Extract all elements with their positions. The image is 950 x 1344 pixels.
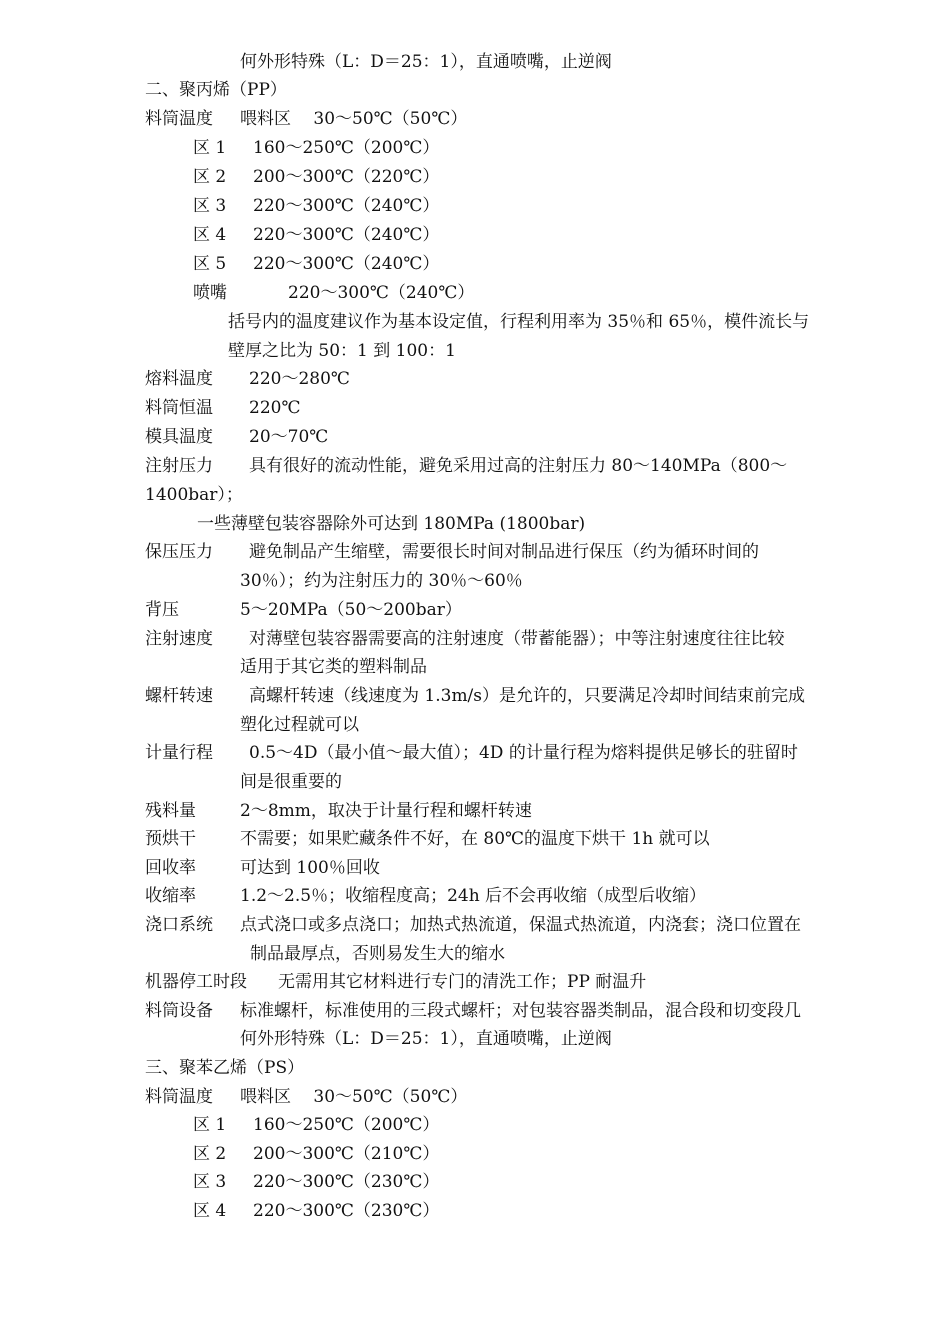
zone-label: 区 5 (193, 254, 227, 274)
zone-label: 区 2 (193, 167, 227, 187)
param-label: 注射速度 (145, 629, 213, 649)
text-line: 括号内的温度建议作为基本设定值，行程利用率为 35％和 65％，模件流长与 (228, 312, 810, 332)
param-value: 喂料区 30～50℃（50℃） (240, 109, 468, 129)
param-label: 料筒设备 (145, 1001, 213, 1021)
param-label: 背压 (145, 600, 179, 620)
param-value: 20～70℃ (249, 427, 329, 447)
section-heading: 三、聚苯乙烯（PS） (145, 1058, 305, 1078)
zone-value: 220～300℃（240℃） (253, 225, 440, 245)
param-value: 无需用其它材料进行专门的清洗工作；PP 耐温升 (278, 972, 647, 992)
param-value: 0.5～4D（最小值～最大值）；4D 的计量行程为熔料提供足够长的驻留时 (249, 743, 798, 763)
param-label: 保压压力 (145, 542, 213, 562)
zone-value: 160～250℃（200℃） (253, 138, 440, 158)
param-label: 收缩率 (145, 886, 196, 906)
text-line: 何外形特殊（L：D＝25：1），直通喷嘴，止逆阀 (240, 1029, 612, 1049)
zone-value: 220～300℃（240℃） (253, 254, 440, 274)
zone-label: 区 3 (193, 196, 227, 216)
zone-label: 区 1 (193, 138, 227, 158)
param-label: 残料量 (145, 801, 196, 821)
text-line: 30％）；约为注射压力的 30％～60％ (240, 571, 523, 591)
param-label: 螺杆转速 (145, 686, 213, 706)
param-value: 高螺杆转速（线速度为 1.3m/s）是允许的，只要满足冷却时间结束前完成 (249, 686, 806, 706)
text-line: 塑化过程就可以 (240, 715, 359, 735)
param-label: 机器停工时段 (145, 972, 247, 992)
param-label: 熔料温度 (145, 369, 213, 389)
param-value: 避免制品产生缩壁，需要很长时间对制品进行保压（约为循环时间的 (249, 542, 759, 562)
text-line: 制品最厚点，否则易发生大的缩水 (250, 944, 505, 964)
text-line: 1400bar）； (145, 485, 243, 505)
zone-value: 220～300℃（230℃） (253, 1172, 440, 1192)
text-line: 适用于其它类的塑料制品 (240, 657, 427, 677)
param-value: 对薄壁包装容器需要高的注射速度（带蓄能器）；中等注射速度往往比较 (249, 629, 785, 649)
param-label: 浇口系统 (145, 915, 213, 935)
param-label: 预烘干 (145, 829, 196, 849)
param-value: 喂料区 30～50℃（50℃） (240, 1087, 468, 1107)
param-label: 回收率 (145, 858, 196, 878)
zone-label: 区 2 (193, 1144, 227, 1164)
param-label: 模具温度 (145, 427, 213, 447)
zone-label: 区 4 (193, 1201, 227, 1221)
param-value: 1.2～2.5％；收缩程度高；24h 后不会再收缩（成型后收缩） (240, 886, 707, 906)
param-value: 2～8mm，取决于计量行程和螺杆转速 (240, 801, 532, 821)
text-line: 壁厚之比为 50：1 到 100：1 (228, 341, 456, 361)
param-label: 注射压力 (145, 456, 213, 476)
zone-value: 220～300℃（230℃） (253, 1201, 440, 1221)
param-value: 点式浇口或多点浇口；加热式热流道，保温式热流道，内浇套；浇口位置在 (240, 915, 801, 935)
section-heading: 二、聚丙烯（PP） (145, 80, 287, 100)
zone-label: 区 1 (193, 1115, 227, 1135)
param-value: 不需要；如果贮藏条件不好，在 80℃的温度下烘干 1h 就可以 (240, 829, 710, 849)
param-label: 料筒温度 (145, 1087, 213, 1107)
param-value: 220℃ (249, 398, 301, 418)
zone-value: 200～300℃（220℃） (253, 167, 440, 187)
text-line: 何外形特殊（L：D＝25：1），直通喷嘴，止逆阀 (240, 52, 612, 72)
zone-value: 220～300℃（240℃） (288, 283, 475, 303)
zone-value: 160～250℃（200℃） (253, 1115, 440, 1135)
param-value: 5～20MPa（50～200bar） (240, 600, 462, 620)
zone-label: 区 4 (193, 225, 227, 245)
param-label: 料筒恒温 (145, 398, 213, 418)
text-line: 间是很重要的 (240, 772, 342, 792)
text-line: 一些薄壁包装容器除外可达到 180MPa (1800bar) (197, 514, 586, 534)
param-value: 标准螺杆，标准使用的三段式螺杆；对包装容器类制品，混合段和切变段几 (240, 1001, 801, 1021)
zone-value: 200～300℃（210℃） (253, 1144, 440, 1164)
zone-label: 区 3 (193, 1172, 227, 1192)
param-value: 可达到 100％回收 (240, 858, 380, 878)
param-label: 料筒温度 (145, 109, 213, 129)
param-label: 计量行程 (145, 743, 213, 763)
param-value: 220～280℃ (249, 369, 350, 389)
zone-value: 220～300℃（240℃） (253, 196, 440, 216)
param-value: 具有很好的流动性能，避免采用过高的注射压力 80～140MPa（800～ (249, 456, 788, 476)
zone-label: 喷嘴 (193, 283, 227, 303)
